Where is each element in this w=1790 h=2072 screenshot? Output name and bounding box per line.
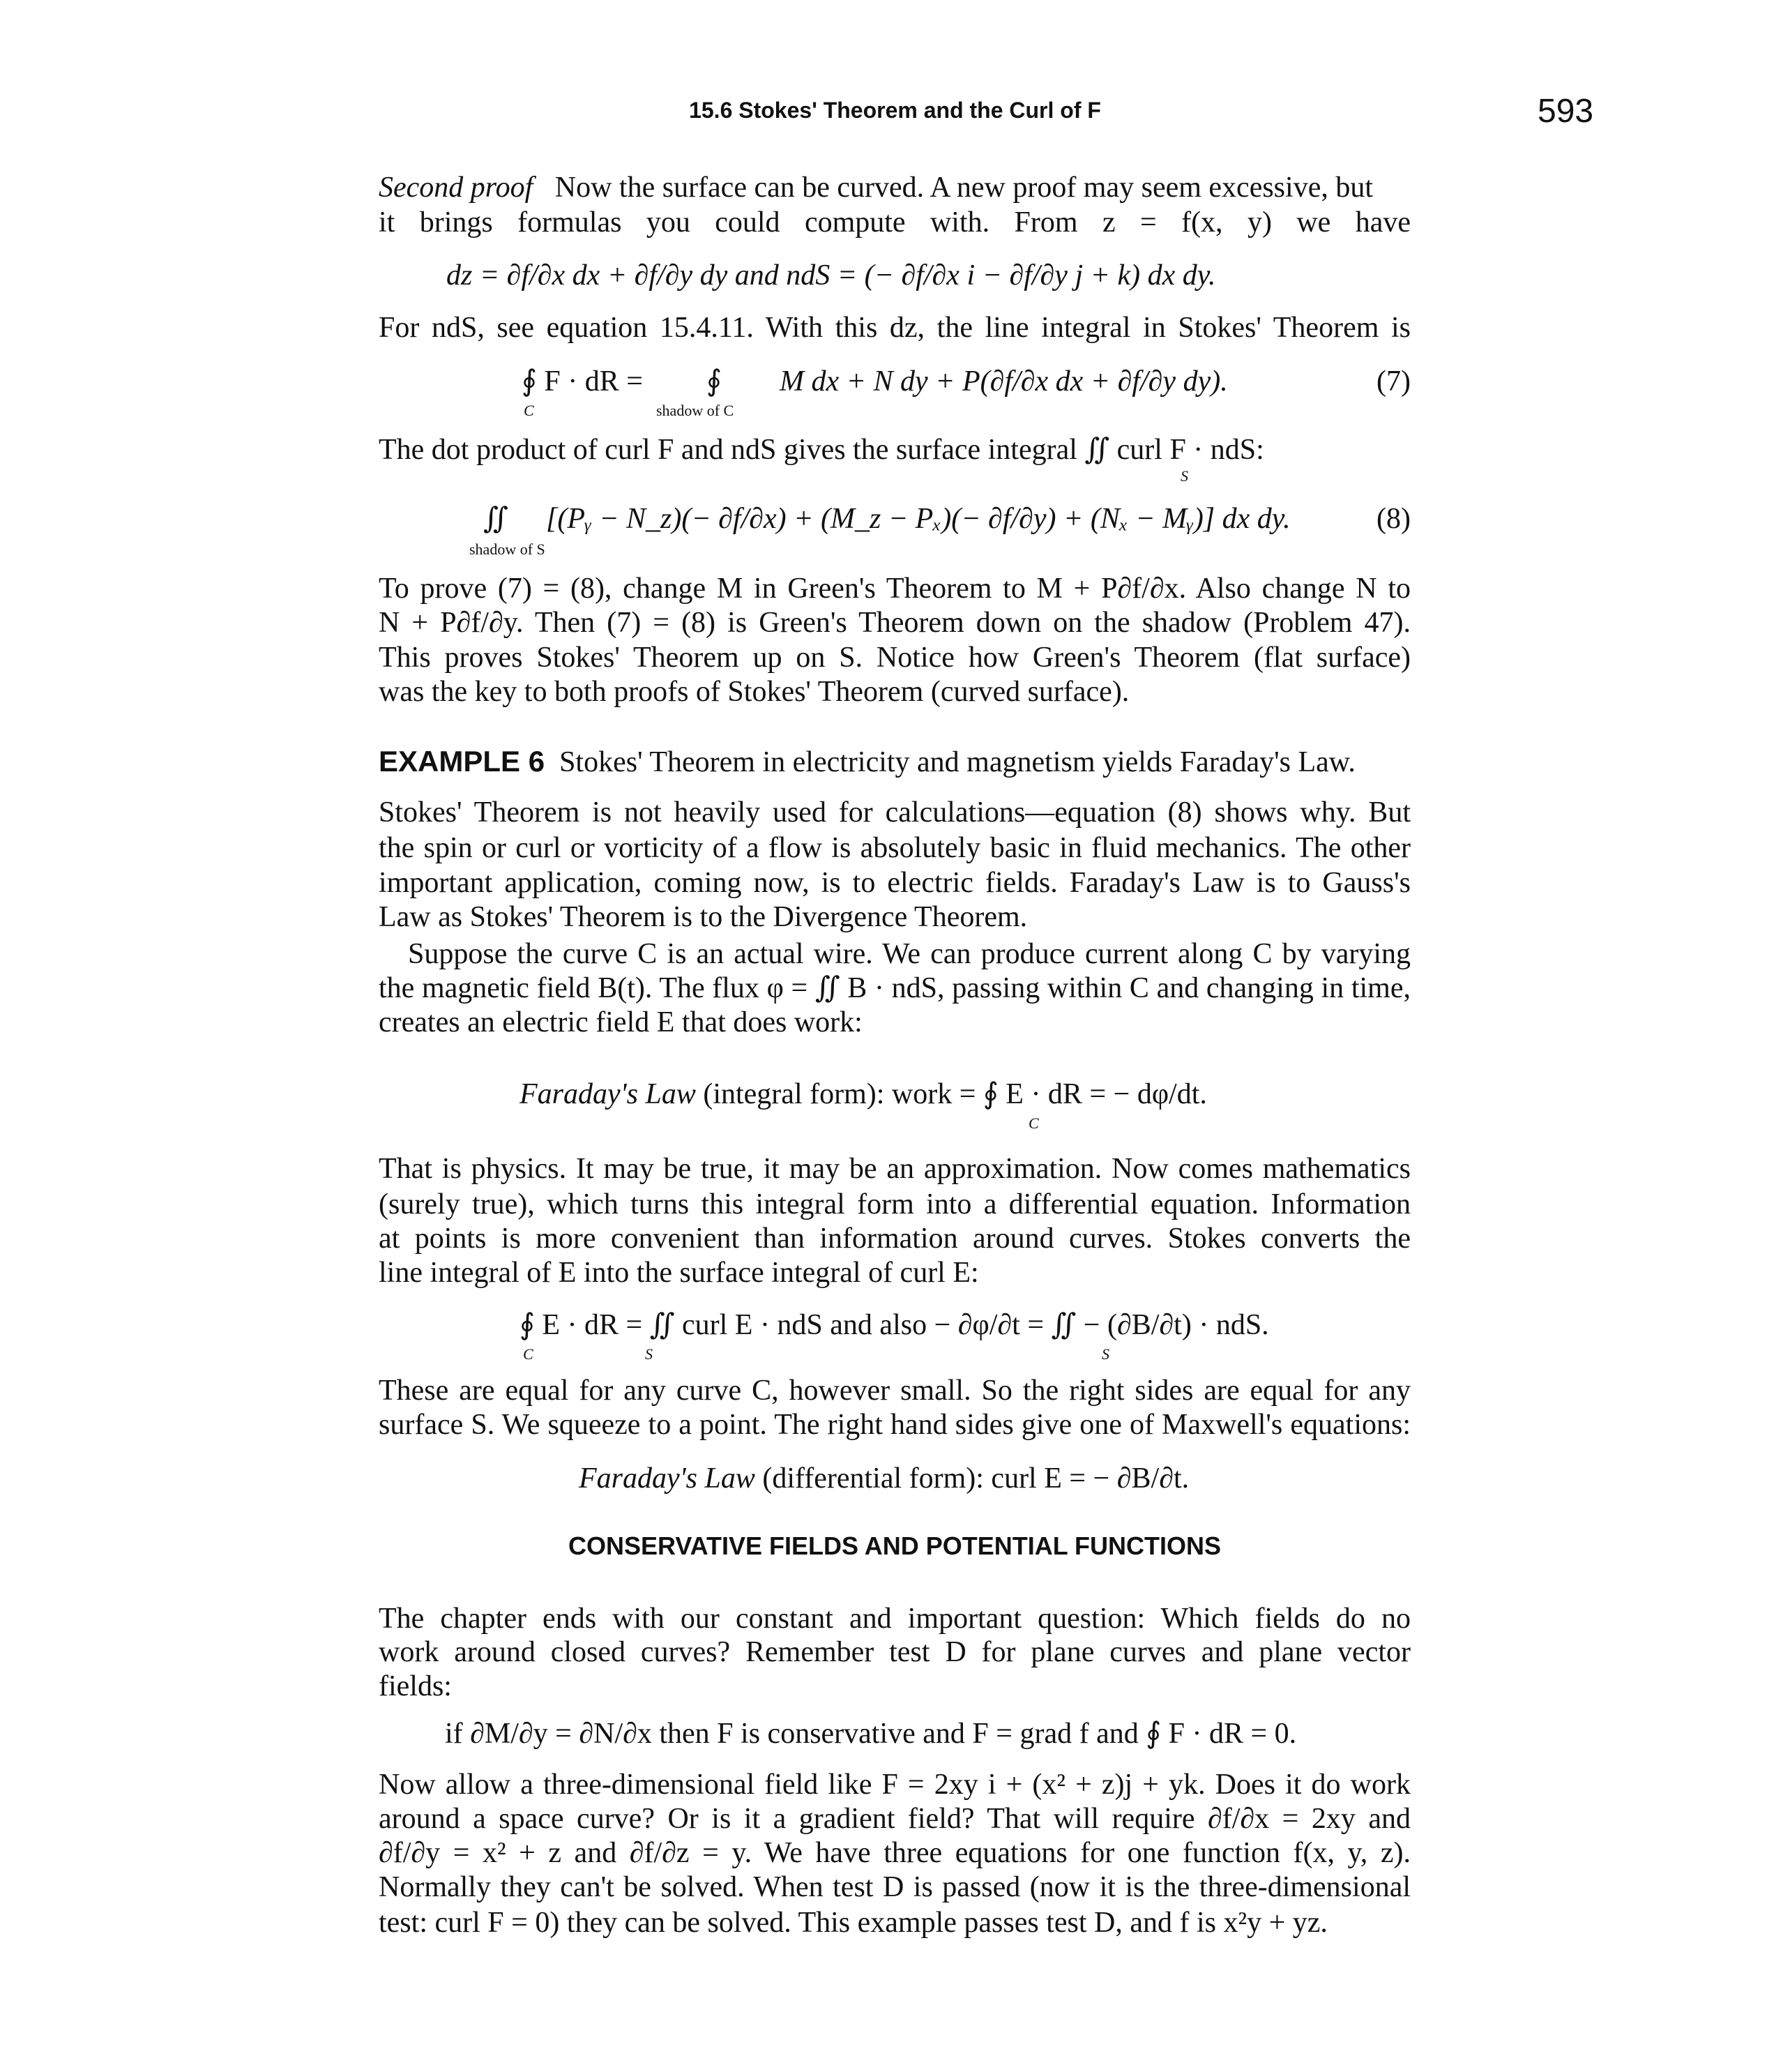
faraday-integral-form	[519, 1077, 1287, 1133]
example-heading	[379, 744, 1411, 780]
paragraph-line: the spin or curl or vorticity of a flow is absolutely basic in fluid mechanics. The other	[379, 832, 1411, 864]
eq7-number: (7)	[1376, 365, 1411, 398]
equation-stokes-faraday	[519, 1308, 1287, 1363]
paragraph-line: Normally they can't be solved. When test D is passed (now it is the three-dimensional	[379, 1871, 1411, 1903]
eq7-lhs: ∮ F · dR =	[522, 365, 643, 398]
paragraph-line: Stokes' Theorem is not heavily used for calculations—equation (8) shows why. But	[379, 796, 1411, 829]
paragraph-line: N + P∂f/∂y. Then (7) = (8) is Green's Theorem down on the shadow (Problem 47).	[379, 607, 1411, 639]
equation-test-d: if ∂M/∂y = ∂N/∂x then F is conservative and F = grad f and ∮ F · dR = 0.	[445, 1718, 1297, 1750]
sub: C	[523, 1345, 533, 1363]
paragraph-line: To prove (7) = (8), change M in Green's Theorem to M + P∂f/∂x. Also change N to	[379, 573, 1411, 605]
law-name: Faraday's Law	[519, 1078, 696, 1110]
paragraph-line: around a space curve? Or is it a gradient field? That will require ∂f/∂x = 2xy and	[379, 1803, 1411, 1835]
paragraph-line: line integral of E into the surface integral of curl E:	[379, 1257, 979, 1289]
paragraph-line	[379, 432, 1411, 485]
paragraph-line: work around closed curves? Remember test D for plane curves and plane vector	[379, 1636, 1411, 1668]
paragraph-line: the magnetic field B(t). The flux φ = ∬ B · ndS, passing within C and changing in time,	[379, 972, 1411, 1004]
paragraph-line: was the key to both proofs of Stokes' Theorem (curved surface).	[379, 676, 1130, 708]
eq7-lhs-sub: C	[524, 402, 534, 419]
paragraph-line	[379, 170, 1411, 205]
equation-dz: dz = ∂f/∂x dx + ∂f/∂y dy and ndS = (− ∂f/∂x i − ∂f/∂y j + k) dx dy.	[446, 259, 1216, 292]
paragraph-line: at points is more convenient than information around curves. Stokes converts the	[379, 1223, 1411, 1255]
sub: C	[1029, 1114, 1039, 1132]
eq8-integral: ∬	[483, 503, 508, 535]
paragraph-line: This proves Stokes' Theorem up on S. Notice how Green's Theorem (flat surface)	[379, 642, 1411, 674]
paragraph-line: Suppose the curve C is an actual wire. We can produce current along C by varying	[408, 938, 1411, 970]
paragraph-line: it brings formulas you could compute with. From z = f(x, y) we have	[379, 206, 1411, 239]
page-number: 593	[1538, 93, 1594, 130]
paragraph-line: surface S. We squeeze to a point. The right hand sides give one of Maxwell's equations:	[379, 1409, 1411, 1441]
paragraph-line: Law as Stokes' Theorem is to the Divergence Theorem.	[379, 901, 1028, 933]
eq7-rhs: M dx + N dy + P(∂f/∂x dx + ∂f/∂y dy).	[780, 365, 1228, 398]
sub: S	[1102, 1345, 1109, 1363]
paragraph-line: creates an electric field E that does work:	[379, 1006, 863, 1038]
eq8-rhs: [(Pᵧ − N_z)(− ∂f/∂x) + (M_z − Pₓ)(− ∂f/∂y) + (Nₓ − Mᵧ)] dx dy.	[546, 503, 1291, 535]
equation-8	[379, 501, 1411, 557]
paragraph-line: ∂f/∂y = x² + z and ∂f/∂z = y. We have three equations for one function f(x, y, z).	[379, 1837, 1411, 1869]
paragraph-line: fields:	[379, 1670, 452, 1702]
eq8-int-sub: shadow of S	[469, 540, 545, 558]
example-label: EXAMPLE 6	[379, 745, 545, 778]
equation-7	[379, 364, 1411, 420]
faraday-differential-form	[579, 1461, 1276, 1496]
paragraph-line: important application, coming now, is to electric fields. Faraday's Law is to Gauss's	[379, 867, 1411, 899]
eq8-number: (8)	[1376, 503, 1411, 535]
paragraph-line: The chapter ends with our constant and important question: Which fields do no	[379, 1603, 1411, 1635]
equation: ∮ E · dR = ∬ curl E · ndS and also − ∂φ/∂t = ∬ − (∂B/∂t) · ndS.	[519, 1309, 1269, 1341]
text: Now the surface can be curved. A new proof may seem excessive, but	[554, 172, 1374, 204]
sub: S	[1181, 467, 1188, 485]
paragraph-line: These are equal for any curve C, however small. So the right sides are equal for any	[379, 1375, 1411, 1407]
example-text: Stokes' Theorem in electricity and magnetism yields Faraday's Law.	[559, 746, 1356, 778]
paragraph-line: That is physics. It may be true, it may be an approximation. Now comes mathematics	[379, 1153, 1411, 1185]
text: The dot product of curl F and ndS gives the surface integral ∬ curl F · ndS:	[379, 434, 1264, 466]
running-header: 15.6 Stokes' Theorem and the Curl of F	[689, 98, 1101, 123]
equation: (integral form): work = ∮ E · dR = − dφ/dt.	[703, 1078, 1207, 1110]
paragraph-line: For ndS, see equation 15.4.11. With this dz, the line integral in Stokes' Theorem is	[379, 312, 1411, 344]
paragraph-line: Now allow a three-dimensional field like F = 2xy i + (x² + z)j + yk. Does it do work	[379, 1769, 1411, 1801]
paragraph-line: (surely true), which turns this integral form into a differential equation. Information	[379, 1188, 1411, 1220]
paragraph-line: test: curl F = 0) they can be solved. This example passes test D, and f is x²y + yz.	[379, 1907, 1328, 1939]
equation: (differential form): curl E = − ∂B/∂t.	[762, 1462, 1190, 1495]
sub: S	[645, 1345, 653, 1363]
eq7-int-sub: shadow of C	[656, 402, 734, 419]
run-in-heading: Second proof	[379, 172, 533, 204]
law-name: Faraday's Law	[579, 1462, 755, 1495]
section-heading: CONSERVATIVE FIELDS AND POTENTIAL FUNCTIONS	[568, 1532, 1222, 1560]
eq7-integral: ∮	[706, 365, 722, 398]
